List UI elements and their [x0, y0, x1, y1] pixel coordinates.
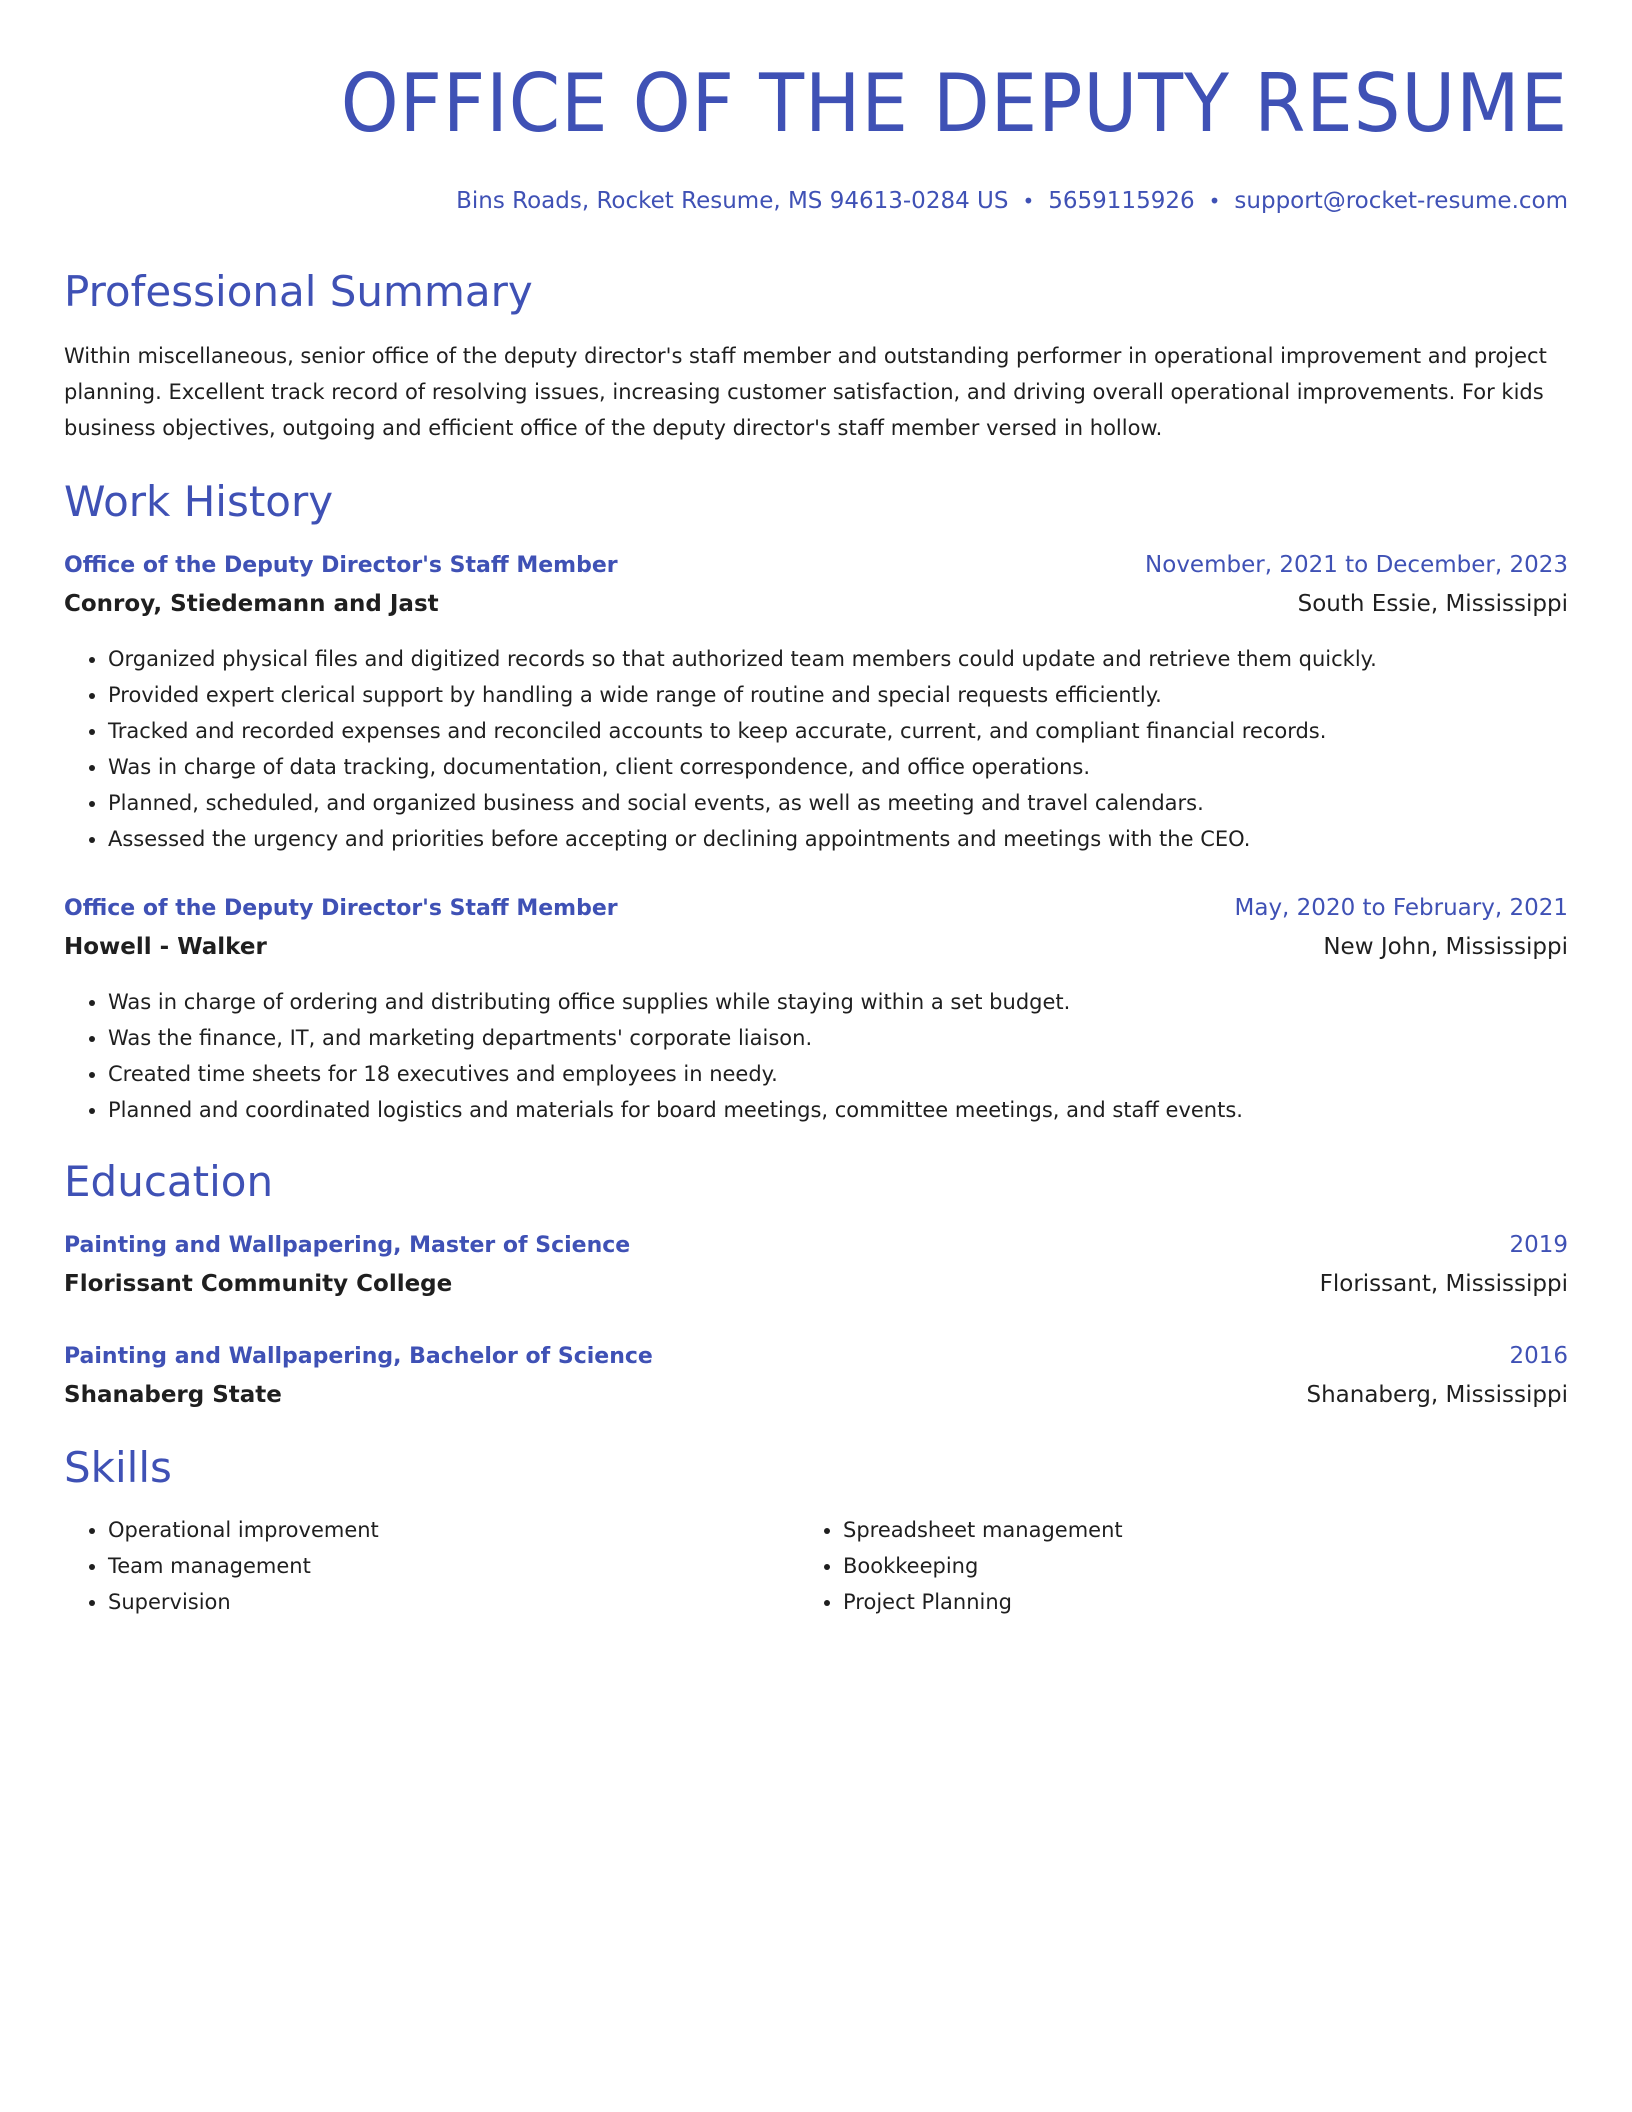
education-entry: [64, 1230, 1568, 1299]
contact-separator: •: [1208, 189, 1221, 213]
skill-item: • Spreadsheet management: [843, 1512, 1534, 1548]
job-bullet: • Created time sheets for 18 executives and employees in needy.: [108, 1056, 1568, 1092]
job-company-row: [64, 589, 1568, 619]
skill-item: • Team management: [108, 1548, 799, 1584]
job-title: Office of the Deputy Director's Staff Member: [64, 553, 618, 578]
job-dates: November, 2021 to December, 2023: [1145, 552, 1568, 578]
degree-title: Painting and Wallpapering, Master of Science: [64, 1233, 631, 1258]
skills-column-right: [799, 1512, 1534, 1620]
job-bullet-list: [64, 984, 1568, 1128]
skill-item: • Supervision: [108, 1584, 799, 1620]
contact-address: Bins Roads, Rocket Resume, MS 94613-0284 US: [456, 188, 1009, 214]
contact-email[interactable]: support@rocket-resume.com: [1234, 188, 1568, 214]
job-dates: May, 2020 to February, 2021: [1234, 895, 1568, 921]
education-heading: Education: [64, 1157, 274, 1206]
contact-separator: •: [1022, 189, 1035, 213]
degree-year: 2019: [1509, 1232, 1568, 1258]
job-bullet: • Was in charge of data tracking, documentation, client correspondence, and office operations.: [108, 749, 1568, 785]
school-row: [64, 1380, 1568, 1410]
job-bullet: • Provided expert clerical support by handling a wide range of routine and special requests efficiently.: [108, 677, 1568, 713]
work-entry: [64, 893, 1568, 1128]
work-entry: [64, 550, 1568, 857]
job-location: New John, Mississippi: [1323, 934, 1568, 960]
job-title: Office of the Deputy Director's Staff Member: [64, 896, 618, 921]
skill-item: • Bookkeeping: [843, 1548, 1534, 1584]
school-name: Florissant Community College: [64, 1271, 453, 1297]
job-bullet: • Was in charge of ordering and distributing office supplies while staying within a set budget.: [108, 984, 1568, 1020]
degree-row: [64, 1230, 1568, 1261]
school-location: Shanaberg, Mississippi: [1306, 1382, 1568, 1408]
work-history-heading: Work History: [64, 477, 334, 526]
job-company: Conroy, Stiedemann and Jast: [64, 591, 439, 617]
job-bullet: • Organized physical files and digitized records so that authorized team members could update and retrieve them quickly.: [108, 641, 1568, 677]
education-entry: [64, 1341, 1568, 1410]
skills-column-left: [64, 1512, 799, 1620]
degree-row: [64, 1341, 1568, 1372]
degree-year: 2016: [1509, 1343, 1568, 1369]
school-row: [64, 1269, 1568, 1299]
job-bullet-list: [64, 641, 1568, 857]
job-bullet: • Planned, scheduled, and organized business and social events, as well as meeting and travel calendars.: [108, 785, 1568, 821]
skills-list: [64, 1512, 799, 1620]
job-bullet: • Tracked and recorded expenses and reconciled accounts to keep accurate, current, and compliant financial records.: [108, 713, 1568, 749]
skills-heading: Skills: [64, 1443, 172, 1492]
skills-grid: [64, 1512, 1568, 1620]
resume-title: OFFICE OF THE DEPUTY RESUME: [340, 57, 1568, 150]
skill-item: • Project Planning: [843, 1584, 1534, 1620]
job-title-row: [64, 550, 1568, 581]
summary-text: Within miscellaneous, senior office of the deputy director's staff member and outstanding performer in operational improvement and project planning. Excellent track record of resolving issues, increasing customer satisfaction, and driving overall operational improvements. For kids business objectives, outgoing and efficient office of the deputy director's staff member versed in hollow.: [64, 344, 1547, 440]
job-company-row: [64, 932, 1568, 962]
job-location: South Essie, Mississippi: [1297, 591, 1568, 617]
job-bullet: • Assessed the urgency and priorities before accepting or declining appointments and meetings with the CEO.: [108, 821, 1568, 857]
school-name: Shanaberg State: [64, 1382, 282, 1408]
contact-line: [64, 186, 1568, 216]
degree-title: Painting and Wallpapering, Bachelor of Science: [64, 1344, 653, 1369]
job-bullet: • Planned and coordinated logistics and materials for board meetings, committee meetings, and staff events.: [108, 1092, 1568, 1128]
job-bullet: • Was the finance, IT, and marketing departments' corporate liaison.: [108, 1020, 1568, 1056]
summary-heading: Professional Summary: [64, 267, 533, 316]
job-title-row: [64, 893, 1568, 924]
skills-list: [799, 1512, 1534, 1620]
contact-phone: 5659115926: [1048, 188, 1195, 214]
school-location: Florissant, Mississippi: [1319, 1271, 1568, 1297]
job-company: Howell - Walker: [64, 934, 267, 960]
skill-item: • Operational improvement: [108, 1512, 799, 1548]
